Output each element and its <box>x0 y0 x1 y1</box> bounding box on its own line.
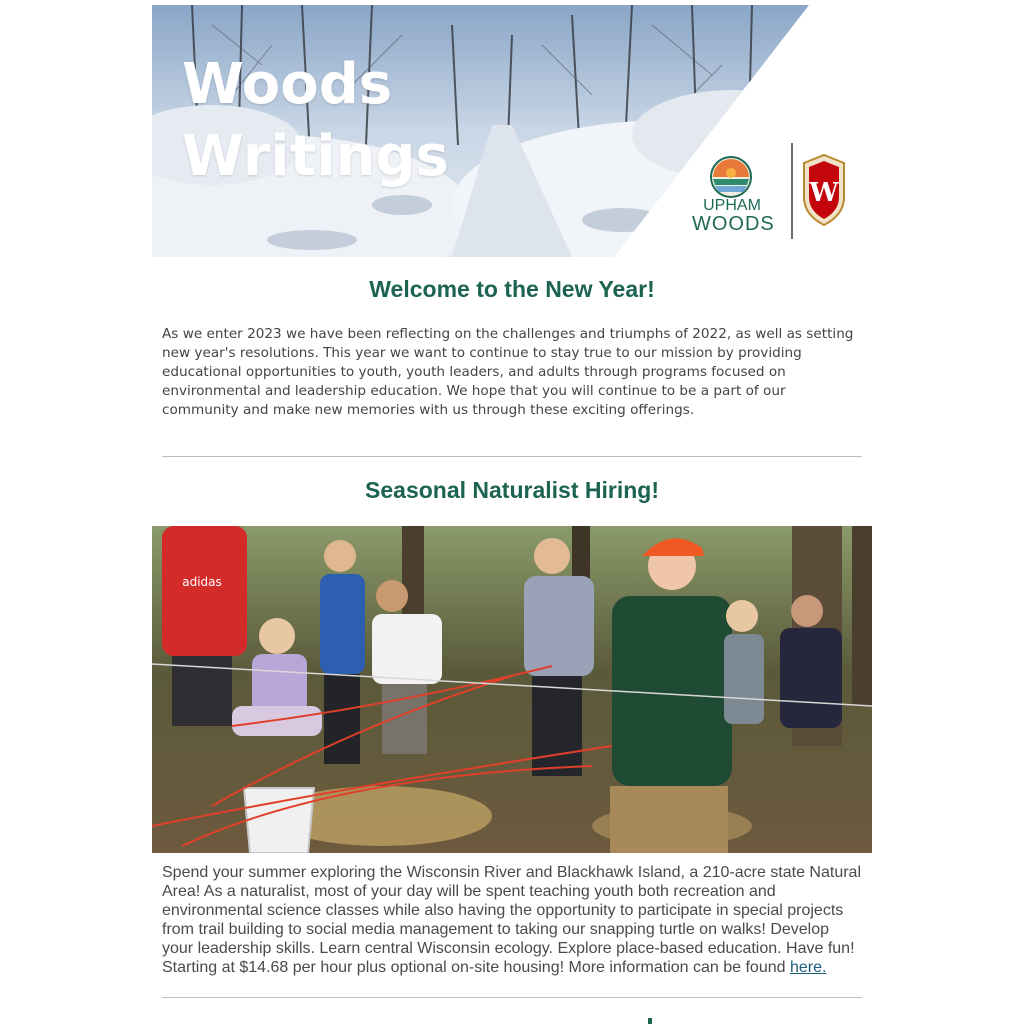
naturalist-group-photo <box>152 526 872 853</box>
upham-woods-logo-text <box>692 197 775 235</box>
header-banner <box>152 5 872 257</box>
logo-woods: WOODS <box>692 213 775 235</box>
section-divider <box>162 456 862 457</box>
banner-title-line1: Woods <box>182 52 393 117</box>
banner-title-line2: Writings <box>182 124 449 189</box>
logo-divider <box>791 143 793 239</box>
hiring-heading: Seasonal Naturalist Hiring! <box>365 477 659 503</box>
welcome-paragraph: As we enter 2023 we have been reflecting on the challenges and triumphs of 2022, as well as setting new year's resolutions. This year we want to continue to stay true to our mission by providing educational opportunities to youth, youth leaders, and adults through programs focused on environmental and leadership education. We hope that you will continue to be a part of our community and make new memories with us through these exciting offerings. <box>162 326 854 418</box>
logo-upham: UPHAM <box>703 197 761 214</box>
hiring-paragraph <box>162 863 862 977</box>
hiring-paragraph-text: Spend your summer exploring the Wisconsin River and Blackhawk Island, a 210-acre state Natural Area! As a naturalist, most of your day will be spent teaching youth both recreation and environmental science classes while also having the opportunity to participate in special projects from trail building to social media management to taking our snapping turtle on walks! Develop your leadership skills. Learn central Wisconsin ecology. Explore place-based education. Have fun! Starting at $14.68 per hour plus optional on-site housing! More information can be found <box>162 864 861 976</box>
upham-woods-emblem-icon <box>709 155 753 199</box>
more-info-link[interactable]: here. <box>789 959 827 976</box>
partner-logos <box>692 141 862 245</box>
next-heading-fragment <box>648 1018 652 1024</box>
banner-title <box>182 49 449 193</box>
photo-shirt-text: adidas <box>182 575 222 589</box>
uw-crest-icon <box>800 153 848 227</box>
welcome-heading: Welcome to the New Year! <box>369 276 655 302</box>
uw-crest-letter: W <box>809 178 839 208</box>
section-divider-2 <box>162 997 862 998</box>
